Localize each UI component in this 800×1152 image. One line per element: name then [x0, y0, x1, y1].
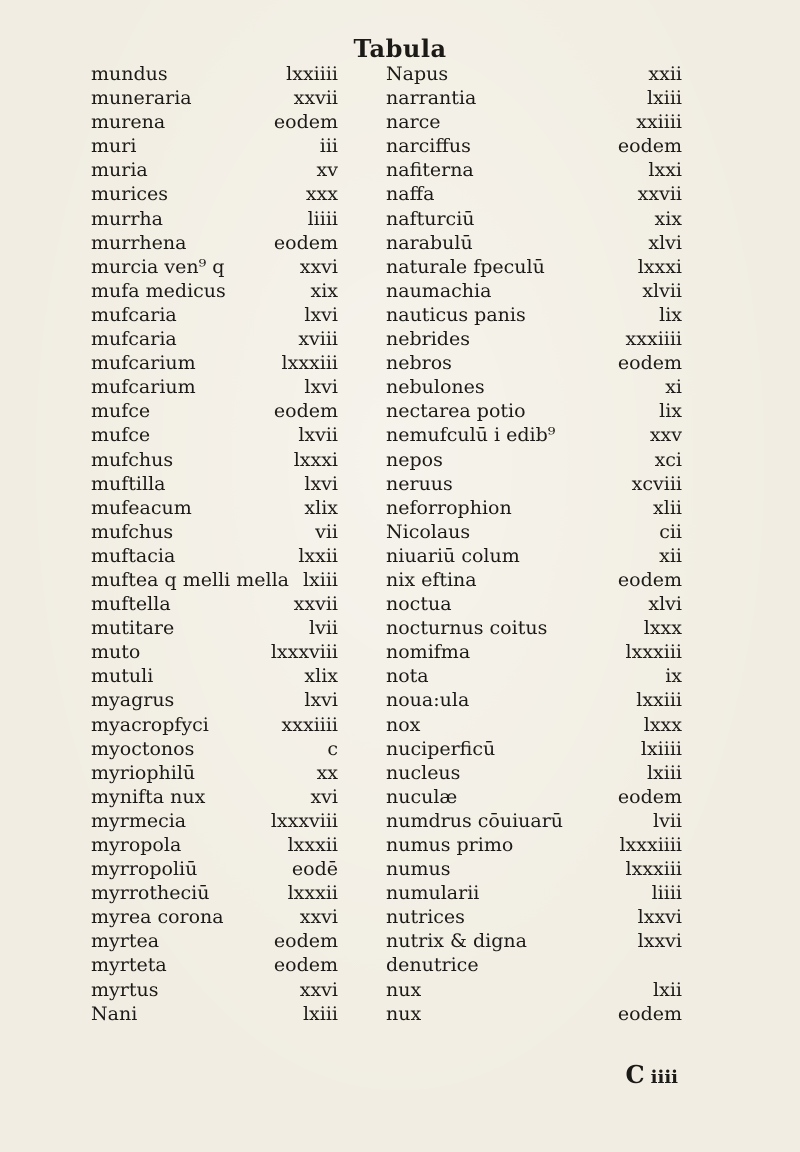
index-reference: lxxxviii — [270, 641, 338, 664]
index-term: mutuli — [91, 665, 154, 688]
index-term: naffa — [386, 183, 435, 206]
signature-numeral: iiii — [650, 1067, 678, 1088]
index-term: mutitare — [91, 617, 175, 640]
index-reference: xlii — [653, 496, 682, 519]
index-reference: xvi — [310, 785, 338, 808]
index-reference: xix — [654, 207, 682, 230]
index-term: nix eftina — [386, 568, 477, 591]
index-term: mundus — [91, 63, 168, 85]
index-term: nocturnus coitus — [386, 617, 548, 640]
index-term: nebrides — [386, 328, 470, 351]
index-reference: eodem — [617, 568, 682, 591]
index-term: muria — [91, 159, 148, 182]
index-reference: lxxiii — [636, 689, 682, 712]
index-reference: lxxi — [648, 159, 682, 182]
index-reference: lxxii — [298, 544, 338, 567]
index-term: nectarea potio — [386, 400, 526, 423]
index-term: nauticus panis — [386, 303, 526, 326]
index-reference: eodem — [273, 400, 338, 423]
index-reference: lxiiii — [640, 737, 682, 760]
index-term: narce — [386, 111, 441, 134]
index-reference: xxx — [305, 183, 338, 206]
index-reference: xxvi — [299, 906, 338, 929]
index-reference: lxxxii — [287, 834, 338, 856]
index-term: numdrus cōuiuarū — [386, 809, 564, 832]
index-term: denutrice — [386, 954, 479, 977]
index-term: myrrotheciū — [91, 882, 210, 905]
index-term: murena — [91, 111, 166, 134]
index-term: nafiterna — [386, 159, 474, 182]
index-term: nebros — [386, 352, 452, 375]
index-term: nox — [386, 713, 421, 736]
index-reference — [540, 953, 682, 977]
index-term: murrha — [91, 207, 163, 230]
index-term: nepos — [386, 448, 443, 471]
index-term: narabulū — [386, 231, 473, 254]
index-reference: lxxxi — [293, 448, 338, 471]
index-term: nafturciū — [386, 207, 475, 230]
index-reference: eodē — [291, 858, 338, 881]
index-reference: xlvii — [642, 279, 682, 302]
index-term: mynifta nux — [91, 785, 206, 808]
index-term: muneraria — [91, 87, 192, 110]
index-reference: lxxxviii — [270, 809, 338, 832]
index-term: muftea q melli mella — [91, 568, 290, 591]
index-term: murrhena — [91, 231, 187, 254]
index-term: nuculæ — [386, 785, 458, 808]
index-reference: lxvi — [304, 303, 338, 326]
index-reference: lxvi — [304, 376, 338, 399]
index-reference: lxvi — [304, 689, 338, 712]
index-term: murices — [91, 183, 169, 206]
index-term: naturale fpeculū — [386, 255, 545, 278]
index-reference: eodem — [617, 135, 682, 158]
index-reference: xxvii — [293, 593, 338, 616]
index-term: muri — [91, 135, 137, 158]
index-term: Napus — [386, 63, 449, 85]
index-term: narrantia — [386, 87, 477, 110]
index-reference: xxv — [649, 424, 682, 447]
index-term: muto — [91, 641, 141, 664]
index-reference: lxxxiii — [625, 641, 682, 664]
index-reference: lxxvi — [637, 906, 682, 929]
index-term: myagrus — [91, 689, 175, 712]
index-reference: eodem — [273, 111, 338, 134]
index-reference: xcviii — [631, 472, 682, 495]
index-term: muftella — [91, 593, 171, 616]
index-reference: xi — [665, 376, 682, 399]
index-term: mufce — [91, 424, 151, 447]
index-reference: xxii — [648, 63, 682, 85]
index-term: neruus — [386, 472, 453, 495]
index-reference: lxiii — [646, 761, 682, 784]
index-term: nebulones — [386, 376, 485, 399]
index-term: niuariū colum — [386, 544, 520, 567]
index-term: mufcaria — [91, 303, 177, 326]
index-term: nucleus — [386, 761, 461, 784]
index-term: mufcaria — [91, 328, 177, 351]
index-reference: xviii — [298, 328, 338, 351]
index-term: nux — [386, 978, 422, 1001]
left-refs-column — [230, 62, 338, 1026]
index-term: Nicolaus — [386, 520, 471, 543]
index-term: nomifma — [386, 641, 471, 664]
index-reference: lxiii — [646, 87, 682, 110]
index-reference: xv — [316, 159, 338, 182]
index-reference: lxxvi — [637, 930, 682, 953]
index-reference: xci — [654, 448, 682, 471]
index-term: numus — [386, 858, 451, 881]
index-term: mufchus — [91, 520, 174, 543]
index-term: nutrices — [386, 906, 465, 929]
index-reference: lxxxiii — [625, 858, 682, 881]
index-term: mufcarium — [91, 352, 196, 375]
index-reference: xlvi — [648, 231, 682, 254]
index-reference: eodem — [273, 231, 338, 254]
index-term: mufa medicus — [91, 279, 226, 302]
index-reference: c — [327, 737, 338, 760]
index-term: myropola — [91, 834, 182, 856]
index-reference: eodem — [617, 785, 682, 808]
index-term: myacropfyci — [91, 713, 209, 736]
signature-mark — [568, 1060, 678, 1089]
index-reference: xlix — [304, 496, 338, 519]
signature-letter: C — [625, 1060, 645, 1089]
index-reference: liiii — [307, 207, 338, 230]
index-reference: xxxiiii — [281, 713, 338, 736]
index-reference: lvii — [309, 617, 338, 640]
index-term: noua:ula — [386, 689, 470, 712]
index-reference: xxxiiii — [625, 328, 682, 351]
index-reference: lxxiiii — [286, 63, 338, 85]
index-term: mufce — [91, 400, 151, 423]
index-term: Nani — [91, 1002, 138, 1025]
index-term: neforrophion — [386, 496, 512, 519]
index-reference: lxxxiiii — [619, 834, 682, 856]
index-reference: lix — [659, 400, 682, 423]
index-reference: lxvii — [298, 424, 338, 447]
index-term: nota — [386, 665, 429, 688]
index-term: numularii — [386, 882, 480, 905]
index-term: nuciperficū — [386, 737, 496, 760]
index-reference: lxxxii — [287, 882, 338, 905]
page-header: Tabula — [353, 34, 447, 63]
index-term: myrteta — [91, 954, 167, 977]
index-reference: xxvi — [299, 978, 338, 1001]
index-reference: liiii — [651, 882, 682, 905]
index-term: narciffus — [386, 135, 471, 158]
index-reference: eodem — [273, 930, 338, 953]
index-term: myrropoliū — [91, 858, 198, 881]
index-reference: lxxxiii — [281, 352, 338, 375]
index-term: mufchus — [91, 448, 174, 471]
index-reference: eodem — [617, 1002, 682, 1025]
index-term: muftacia — [91, 544, 176, 567]
index-term: muftilla — [91, 472, 166, 495]
index-reference: xix — [310, 279, 338, 302]
index-term: nux — [386, 1002, 422, 1025]
index-reference: iii — [319, 135, 338, 158]
index-term: numus primo — [386, 834, 514, 856]
index-reference: xxvii — [637, 183, 682, 206]
right-refs-column — [540, 62, 682, 1026]
index-reference: lxiii — [302, 568, 338, 591]
index-term: nemufculū i edib⁹ — [386, 424, 556, 447]
index-term: myoctonos — [91, 737, 195, 760]
index-reference: lvii — [653, 809, 682, 832]
index-term: myrmecia — [91, 809, 187, 832]
index-reference: xlvi — [648, 593, 682, 616]
index-term: naumachia — [386, 279, 492, 302]
index-reference: lix — [659, 303, 682, 326]
index-reference: vii — [315, 520, 338, 543]
index-reference: lxiii — [302, 1002, 338, 1025]
index-term: murcia ven⁹ q — [91, 255, 225, 278]
index-reference: xxiiii — [636, 111, 682, 134]
index-term: myriophilū — [91, 761, 196, 784]
index-reference: lxxx — [643, 713, 682, 736]
index-term: myrtea — [91, 930, 160, 953]
index-term: myrea corona — [91, 906, 224, 929]
index-term: myrtus — [91, 978, 159, 1001]
index-term: mufeacum — [91, 496, 192, 519]
index-reference: xlix — [304, 665, 338, 688]
index-reference: lxvi — [304, 472, 338, 495]
index-reference: lxii — [653, 978, 682, 1001]
index-reference: cii — [659, 520, 682, 543]
index-reference: eodem — [617, 352, 682, 375]
index-reference: xx — [316, 761, 338, 784]
index-reference: ix — [665, 665, 682, 688]
index-term: mufcarium — [91, 376, 196, 399]
index-term: nutrix & digna — [386, 930, 527, 953]
index-reference: lxxxi — [637, 255, 682, 278]
index-reference: xxvi — [299, 255, 338, 278]
index-term: noctua — [386, 593, 452, 616]
index-reference: lxxx — [643, 617, 682, 640]
index-reference: xxvii — [293, 87, 338, 110]
index-reference: eodem — [273, 954, 338, 977]
index-reference: xii — [659, 544, 682, 567]
